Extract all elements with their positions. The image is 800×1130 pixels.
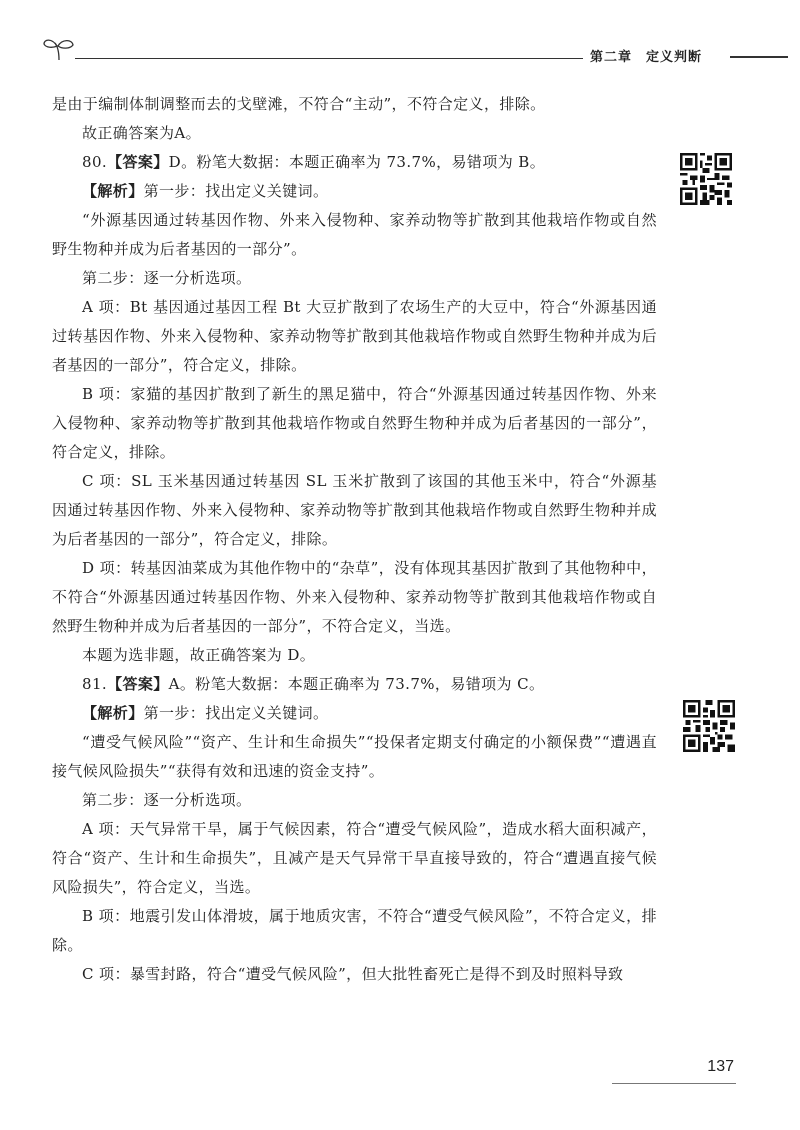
option-a: A 项：Bt 基因通过基因工程 Bt 大豆扩散到了农场生产的大豆中，符合“外源基因通过转基因作物、外来入侵物种、家养动物等扩散到其他栽培作物或自然野生物种并成为后者基因的一部分”，符合定义，排除。: [52, 298, 657, 374]
option-b: B 项：家猫的基因扩散到了新生的黑足猫中，符合“外源基因通过转基因作物、外来入侵物种、家养动物等扩散到其他栽培作物或自然野生物种并成为后者基因的一部分”，符合定义，排除。: [52, 385, 657, 461]
page-header: [0, 0, 800, 70]
footer-rule: [612, 1083, 736, 1084]
header-rule-left: [75, 58, 583, 59]
answer-label: 【答案】: [107, 153, 169, 171]
qr-code-icon[interactable]: [683, 700, 735, 752]
page-body: [52, 90, 657, 989]
paragraph: 第二步：逐一分析选项。: [82, 269, 252, 287]
option-a: A 项：天气异常干旱，属于气候因素，符合“遭受气候风险”，造成水稻大面积减产，符合“资产、生计和生命损失”，且减产是天气异常干旱直接导致的，符合“遭遇直接气候风险损失”，符合定义，当选。: [52, 820, 657, 896]
analysis-80: 【解析】第一步：找出定义关键词。: [82, 182, 329, 200]
answer-label: 【答案】: [107, 675, 169, 693]
paragraph: 是由于编制体制调整而去的戈壁滩，不符合“主动”，不符合定义，排除。: [52, 95, 546, 113]
answer-80: 80.【答案】D。粉笔大数据：本题正确率为 73.7%，易错项为 B。: [82, 153, 546, 171]
paragraph: “外源基因通过转基因作物、外来入侵物种、家养动物等扩散到其他栽培作物或自然野生物种并成为后者基因的一部分”。: [52, 211, 657, 258]
chapter-label: 第二章: [590, 50, 633, 65]
paragraph: “遭受气候风险”“资产、生计和生命损失”“投保者定期支付确定的小额保费”“遭遇直接气候风险损失”“获得有效和迅速的资金支持”。: [52, 733, 657, 780]
analysis-81: 【解析】第一步：找出定义关键词。: [82, 704, 329, 722]
option-c: C 项：暴雪封路，符合“遭受气候风险”，但大批牲畜死亡是得不到及时照料导致: [82, 965, 624, 983]
paragraph: 本题为选非题，故正确答案为 D。: [82, 646, 316, 664]
option-d: D 项：转基因油菜成为其他作物中的“杂草”，没有体现其基因扩散到了其他物种中，不符合“外源基因通过转基因作物、外来入侵物种、家养动物等扩散到其他栽培作物或自然野生物种并成为后者基因的一部分”，不符合定义，当选。: [52, 559, 657, 635]
sprout-icon: [42, 36, 76, 62]
question-number: 80.: [82, 153, 108, 171]
qr-code-icon[interactable]: [680, 153, 732, 205]
chapter-title: [590, 46, 702, 65]
option-b: B 项：地震引发山体滑坡，属于地质灾害，不符合“遭受气候风险”，不符合定义，排除。: [52, 907, 657, 954]
section-label: 定义判断: [646, 50, 703, 65]
paragraph: 第二步：逐一分析选项。: [82, 791, 252, 809]
analysis-label: 【解析】: [82, 182, 144, 200]
question-number: 81.: [82, 675, 108, 693]
answer-81: 81.【答案】A。粉笔大数据：本题正确率为 73.7%，易错项为 C。: [82, 675, 545, 693]
analysis-label: 【解析】: [82, 704, 144, 722]
paragraph: 故正确答案为A。: [82, 124, 202, 142]
header-rule-right: [730, 56, 788, 58]
option-c: C 项：SL 玉米基因通过转基因 SL 玉米扩散到了该国的其他玉米中，符合“外源基因通过转基因作物、外来入侵物种、家养动物等扩散到其他栽培作物或自然野生物种并成为后者基因的一部分”，符合定义，排除。: [52, 472, 657, 548]
page-number: 137: [707, 1058, 734, 1075]
